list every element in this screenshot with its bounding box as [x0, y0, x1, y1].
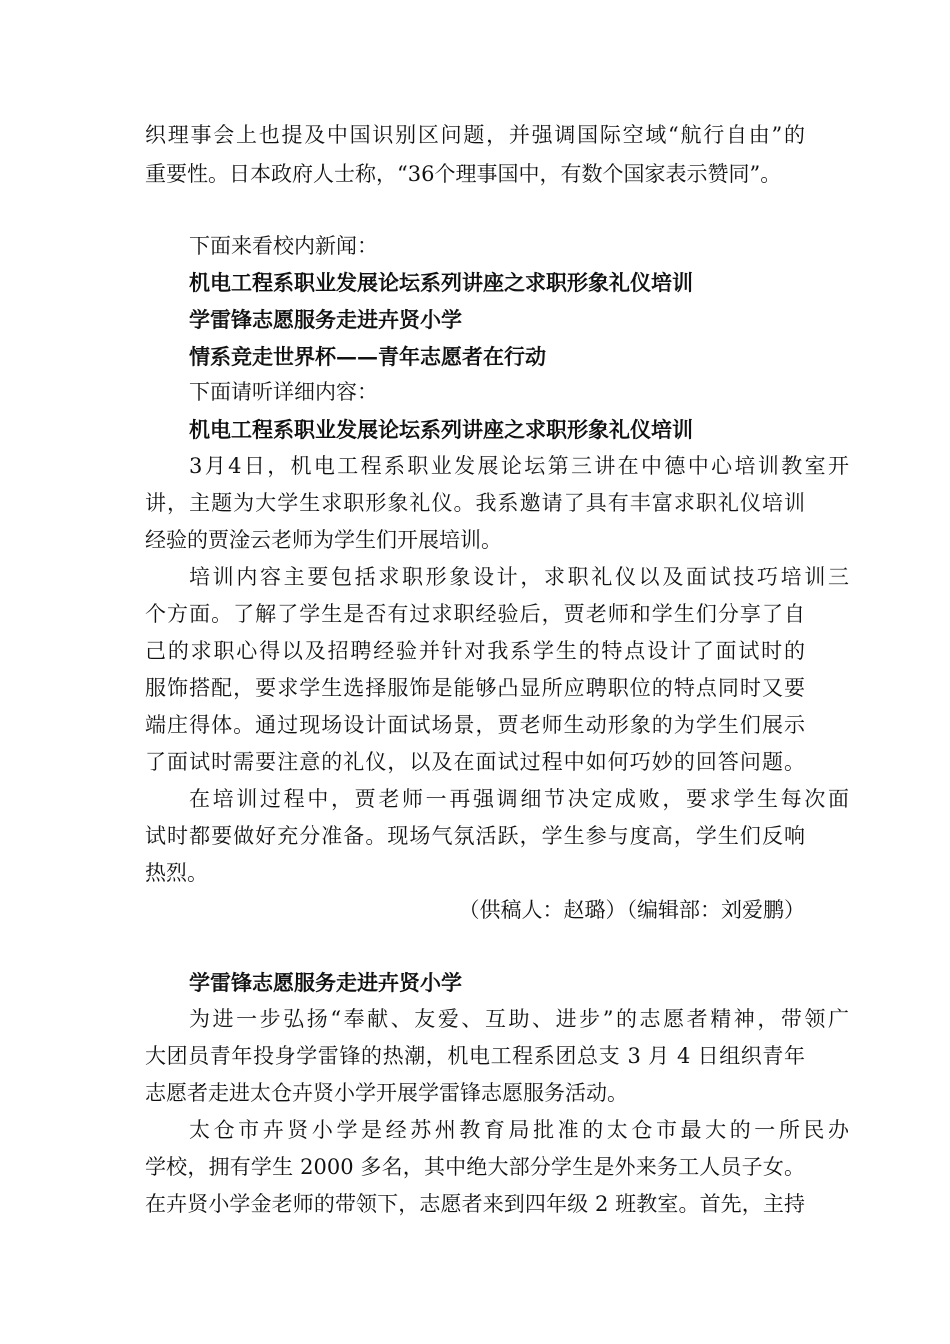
article1-p2-line: 了面试时需要注意的礼仪，以及在面试过程中如何巧妙的回答问题。: [145, 750, 805, 774]
article1-p2-line: 端庄得体。通过现场设计面试场景，贾老师生动形象的为学生们展示: [145, 713, 805, 737]
headline-2: 学雷锋志愿服务走进卉贤小学: [189, 307, 462, 332]
article1-p2-line: 培训内容主要包括求职形象设计，求职礼仪以及面试技巧培训三: [189, 565, 849, 589]
article2-p1-line: 志愿者走进太仓卉贤小学开展学雷锋志愿服务活动。: [145, 1081, 628, 1105]
article1-p1-line: 讲，主题为大学生求职形象礼仪。我系邀请了具有丰富求职礼仪培训: [145, 491, 805, 515]
article1-p3-line: 试时都要做好充分准备。现场气氛活跃，学生参与度高，学生们反响: [145, 824, 805, 848]
article1-p1-line: 经验的贾淦云老师为学生们开展培训。: [145, 528, 502, 552]
intro-line-1: 织理事会上也提及中国识别区问题，并强调国际空域“航行自由”的: [145, 123, 805, 147]
article1-p3-line: 在培训过程中，贾老师一再强调细节决定成败，要求学生每次面: [189, 787, 849, 811]
detail-intro: 下面请听详细内容：: [189, 380, 378, 404]
article1-p1-line: 3月4日，机电工程系职业发展论坛第三讲在中德中心培训教室开: [189, 454, 849, 478]
article2-p2-line: 太仓市卉贤小学是经苏州教育局批准的太仓市最大的一所民办: [189, 1118, 849, 1142]
article1-p2-line: 服饰搭配，要求学生选择服饰是能够凸显所应聘职位的特点同时又要: [145, 676, 805, 700]
article1-p3-line: 热烈。: [145, 861, 208, 885]
article2-p1-line: 大团员青年投身学雷锋的热潮，机电工程系团总支 3 月 4 日组织青年: [145, 1044, 805, 1068]
article2-title: 学雷锋志愿服务走进卉贤小学: [189, 970, 462, 995]
article2-p2-line: 学校，拥有学生 2000 多名，其中绝大部分学生是外来务工人员子女。: [145, 1155, 805, 1179]
article2-p1-line: 为进一步弘扬“奉献、友爱、互助、进步”的志愿者精神，带领广: [189, 1007, 849, 1031]
headline-1: 机电工程系职业发展论坛系列讲座之求职形象礼仪培训: [189, 270, 693, 295]
article1-credit: （供稿人：赵璐）（编辑部：刘爱鹏）: [458, 898, 805, 922]
headline-3: 情系竞走世界杯——青年志愿者在行动: [189, 344, 546, 369]
news-intro: 下面来看校内新闻：: [189, 234, 378, 258]
article1-title: 机电工程系职业发展论坛系列讲座之求职形象礼仪培训: [189, 417, 693, 442]
article1-p2-line: 个方面。了解了学生是否有过求职经验后，贾老师和学生们分享了自: [145, 602, 805, 626]
article1-p2-line: 己的求职心得以及招聘经验并针对我系学生的特点设计了面试时的: [145, 639, 805, 663]
article2-p2-line: 在卉贤小学金老师的带领下，志愿者来到四年级 2 班教室。首先，主持: [145, 1192, 805, 1216]
intro-line-2: 重要性。日本政府人士称，“36个理事国中，有数个国家表示赞同”。: [145, 162, 782, 186]
